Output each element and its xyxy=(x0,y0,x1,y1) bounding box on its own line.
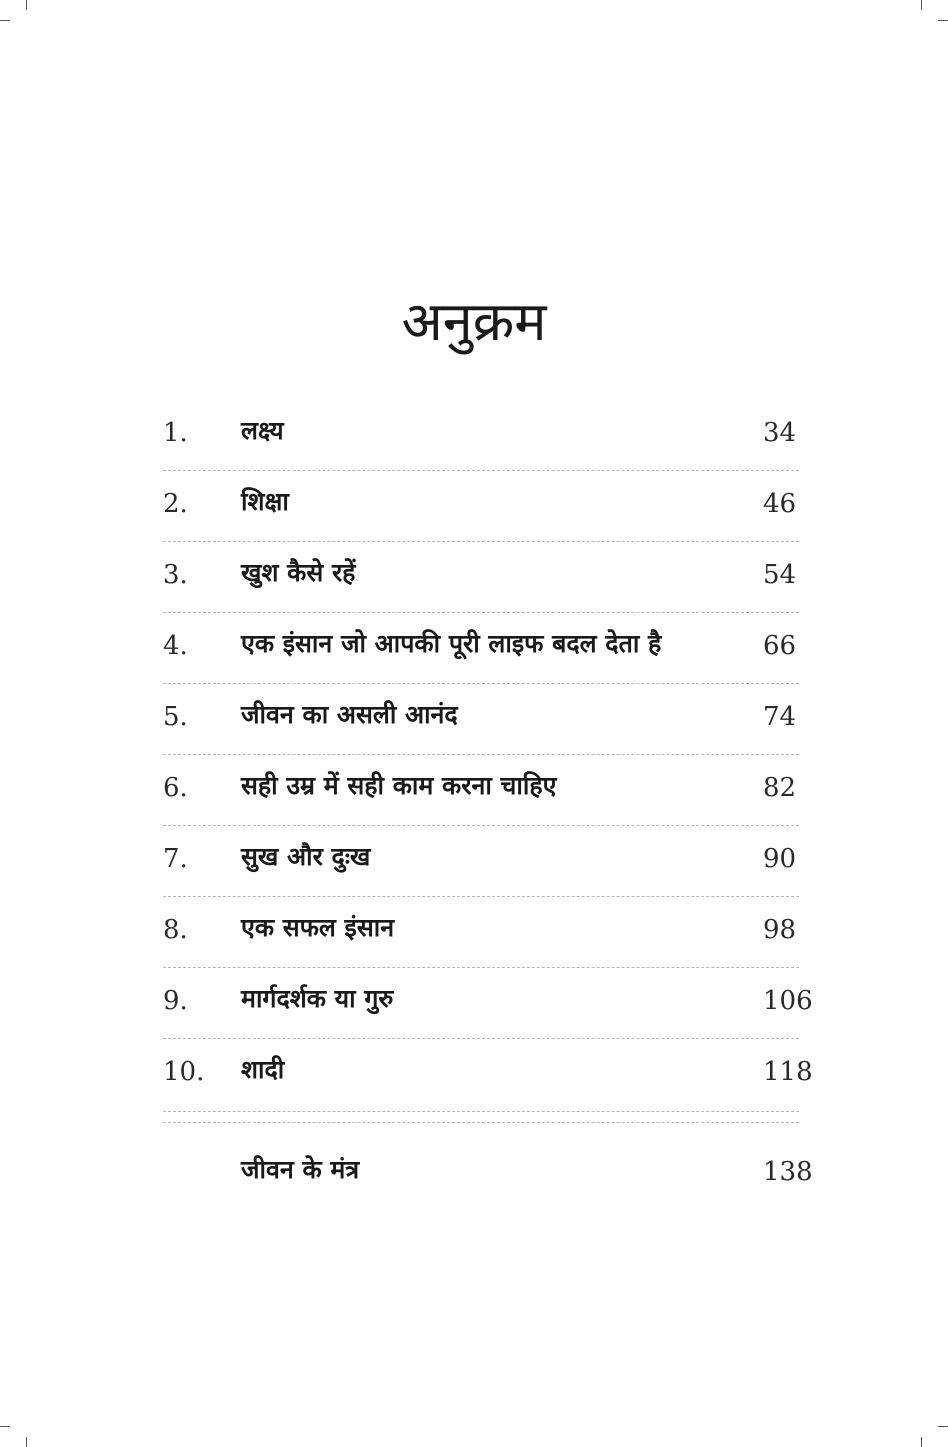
entry-title: सुख और दुःख xyxy=(241,842,371,871)
toc-entry-9[interactable] xyxy=(163,968,813,1039)
entry-page: 106 xyxy=(763,986,813,1016)
entry-title: सही उम्र में सही काम करना चाहिए xyxy=(241,771,557,800)
entry-title: शिक्षा xyxy=(241,487,289,516)
crop-mark-top-left xyxy=(26,0,27,10)
entry-title: जीवन का असली आनंद xyxy=(241,700,458,729)
table-of-contents xyxy=(163,400,813,1197)
entry-title: मार्गदर्शक या गुरु xyxy=(241,984,394,1013)
toc-entry-4[interactable] xyxy=(163,613,799,684)
entry-page: 34 xyxy=(763,418,797,448)
crop-mark-bottom-right xyxy=(921,1437,922,1447)
entry-number: 3. xyxy=(163,560,188,590)
entry-number: 2. xyxy=(163,489,188,519)
entry-page: 98 xyxy=(763,915,797,945)
entry-title: एक सफल इंसान xyxy=(241,913,395,942)
entry-page: 74 xyxy=(763,702,797,732)
toc-entry-2[interactable] xyxy=(163,471,799,542)
entry-number: 6. xyxy=(163,773,188,803)
entry-number: 7. xyxy=(163,844,188,874)
section-divider xyxy=(163,1112,799,1123)
toc-entry-7[interactable] xyxy=(163,826,799,897)
toc-entry-extra[interactable] xyxy=(163,1123,813,1197)
entry-number: 5. xyxy=(163,702,188,732)
entry-title: खुश कैसे रहें xyxy=(241,558,356,587)
crop-mark-top-right-h xyxy=(938,20,948,21)
toc-entry-10[interactable] xyxy=(163,1039,813,1112)
entry-page: 82 xyxy=(763,773,797,803)
entry-page: 118 xyxy=(763,1057,813,1087)
entry-page: 90 xyxy=(763,844,797,874)
crop-mark-top-left-h xyxy=(0,20,10,21)
crop-mark-bottom-left-h xyxy=(0,1426,10,1427)
entry-title: शादी xyxy=(241,1055,285,1084)
entry-number: 1. xyxy=(163,418,188,448)
entry-page: 54 xyxy=(763,560,797,590)
entry-page: 46 xyxy=(763,489,797,519)
entry-title: एक इंसान जो आपकी पूरी लाइफ बदल देता है xyxy=(241,629,662,658)
entry-page: 66 xyxy=(763,631,797,661)
entry-title: लक्ष्य xyxy=(241,416,284,445)
entry-number: 10. xyxy=(163,1057,205,1087)
entry-number: 9. xyxy=(163,986,188,1016)
toc-entry-1[interactable] xyxy=(163,400,799,471)
crop-mark-top-right xyxy=(921,0,922,10)
toc-entry-6[interactable] xyxy=(163,755,799,826)
crop-mark-bottom-left xyxy=(26,1437,27,1447)
crop-mark-bottom-right-h xyxy=(938,1426,948,1427)
entry-number: 8. xyxy=(163,915,188,945)
toc-entry-8[interactable] xyxy=(163,897,799,968)
entry-number: 4. xyxy=(163,631,188,661)
toc-entry-5[interactable] xyxy=(163,684,799,755)
entry-page: 138 xyxy=(763,1157,813,1187)
toc-entry-3[interactable] xyxy=(163,542,799,613)
page-title: अनुक्रम xyxy=(401,290,547,353)
entry-title: जीवन के मंत्र xyxy=(241,1155,360,1184)
